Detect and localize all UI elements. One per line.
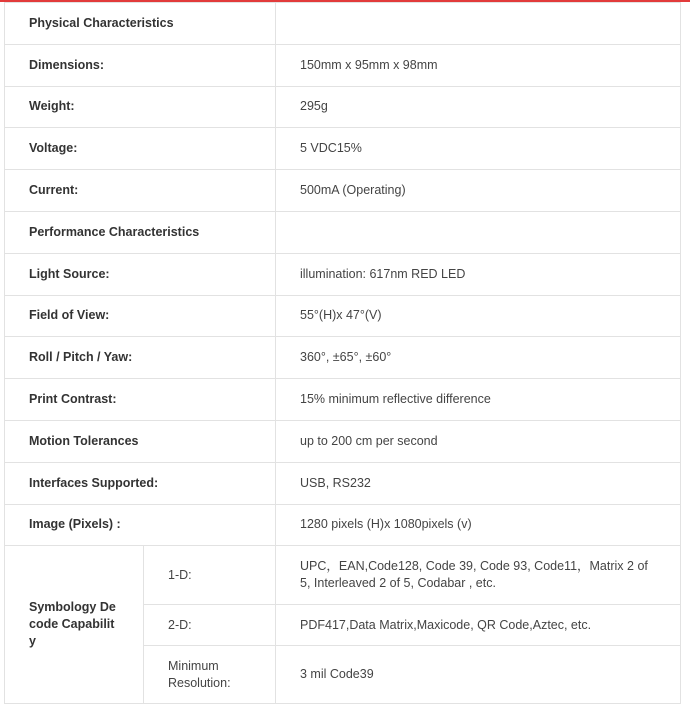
spec-value: up to 200 cm per second: [276, 420, 681, 462]
spec-value: illumination: 617nm RED LED: [276, 253, 681, 295]
table-row: [5, 44, 681, 86]
spec-value: 15% minimum reflective difference: [276, 379, 681, 421]
spec-label: Weight:: [5, 86, 276, 128]
spec-label: Dimensions:: [5, 44, 276, 86]
spec-value: 55°(H)x 47°(V): [276, 295, 681, 337]
spec-label: Voltage:: [5, 128, 276, 170]
table-row: [5, 504, 681, 546]
spec-label: Light Source:: [5, 253, 276, 295]
spec-label: Roll / Pitch / Yaw:: [5, 337, 276, 379]
spec-value: 1280 pixels (H)x 1080pixels (v): [276, 504, 681, 546]
symbology-sub-label: Minimum Resolution:: [144, 646, 276, 704]
spec-value: 295g: [276, 86, 681, 128]
table-row: [5, 86, 681, 128]
spec-value: USB, RS232: [276, 462, 681, 504]
symbology-value: PDF417,Data Matrix,Maxicode, QR Code,Aztec, etc.: [276, 605, 681, 646]
symbology-sub-label: 1-D:: [144, 546, 276, 605]
section-title-physical: Physical Characteristics: [5, 3, 276, 45]
table-row: [5, 379, 681, 421]
section-row-physical: [5, 3, 681, 45]
table-row: [5, 253, 681, 295]
table-row: [5, 420, 681, 462]
spec-label: Print Contrast:: [5, 379, 276, 421]
section-blank-physical: [276, 3, 681, 45]
spec-label: Motion Tolerances: [5, 420, 276, 462]
symbology-sub-label: 2-D:: [144, 605, 276, 646]
table-row: [5, 295, 681, 337]
spec-table: [4, 2, 681, 704]
symbology-value: 3 mil Code39: [276, 646, 681, 704]
table-row: [5, 462, 681, 504]
symbology-row-1d: [5, 546, 681, 605]
table-row: [5, 337, 681, 379]
spec-label: Image (Pixels) :: [5, 504, 276, 546]
spec-value: 360°, ±65°, ±60°: [276, 337, 681, 379]
symbology-label: Symbology Decode Capability: [5, 546, 144, 704]
table-row: [5, 128, 681, 170]
symbology-value: UPC，EAN,Code128, Code 39, Code 93, Code11，Matrix 2 of 5, Interleaved 2 of 5, Codabar , etc.: [276, 546, 681, 605]
spec-label: Field of View:: [5, 295, 276, 337]
spec-value: 500mA (Operating): [276, 170, 681, 212]
spec-label: Current:: [5, 170, 276, 212]
spec-value: 5 VDC15%: [276, 128, 681, 170]
spec-value: 150mm x 95mm x 98mm: [276, 44, 681, 86]
section-blank-performance: [276, 211, 681, 253]
section-title-performance: Performance Characteristics: [5, 211, 276, 253]
table-row: [5, 170, 681, 212]
section-row-performance: [5, 211, 681, 253]
spec-label: Interfaces Supported:: [5, 462, 276, 504]
